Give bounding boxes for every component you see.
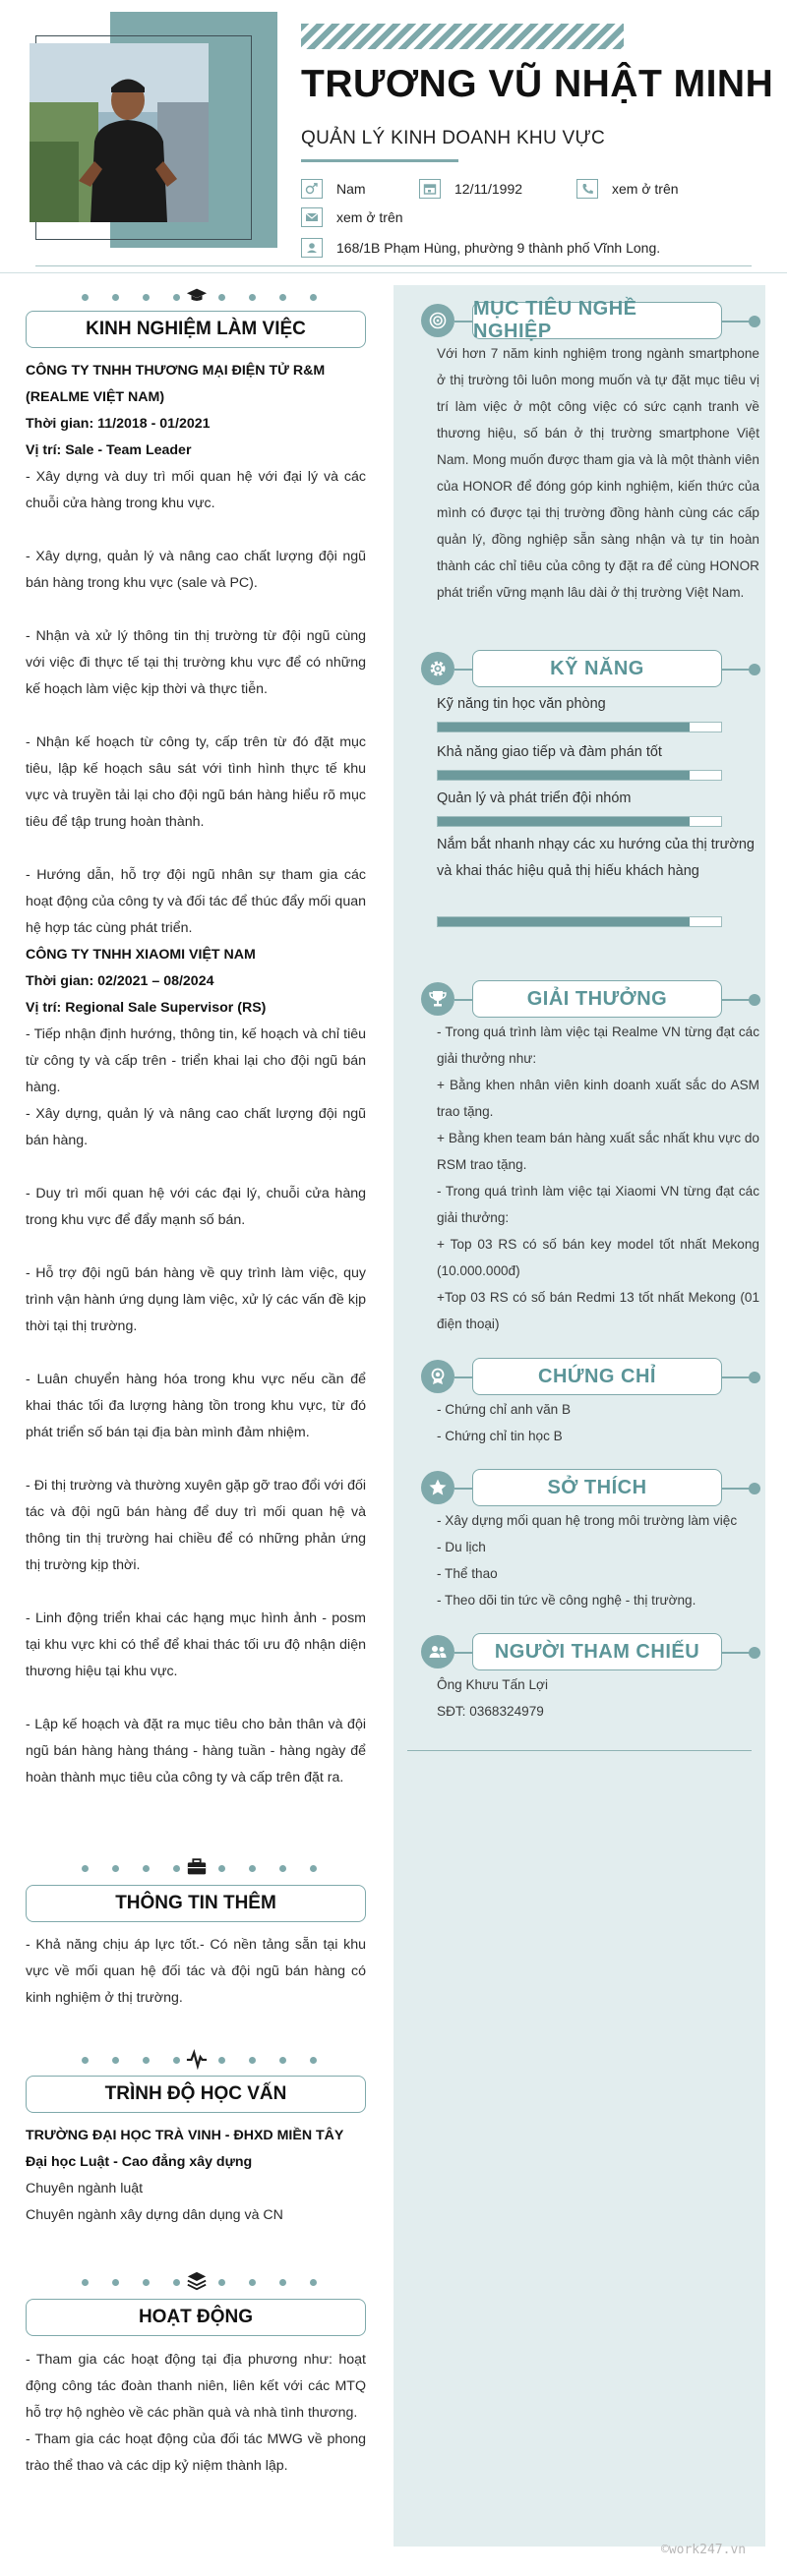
award-item: - Trong quá trình làm việc tại Xiaomi VN từng đạt các giải thưởng:	[437, 1184, 759, 1225]
job1-duty: - Xây dựng và duy trì mối quan hệ với đại lý và các chuỗi cửa hàng trong khu vực.	[26, 469, 366, 511]
job1-company-line1: CÔNG TY TNHH THƯƠNG MẠI ĐIỆN TỬ R&M	[26, 363, 326, 379]
awards-title: GIẢI THƯỞNG	[472, 980, 722, 1018]
education-school: TRƯỜNG ĐẠI HỌC TRÀ VINH - ĐHXD MIỀN TÂY	[26, 2128, 344, 2143]
extra-info-deco	[26, 1856, 366, 1880]
job2-duty: - Lập kế hoạch và đặt ra mục tiêu cho bản thân và đội ngũ bán hàng hàng tháng - hàng tuần - hàng ngày để hoàn thành mục tiêu của công ty và cấp trên đặt ra.	[26, 1717, 366, 1786]
extra-info-content	[26, 1932, 366, 2012]
experience-title: KINH NGHIỆM LÀM VIỆC	[26, 311, 366, 348]
education-major: Chuyên ngành luật	[26, 2181, 144, 2196]
award-item: - Trong quá trình làm việc tại Realme VN từng đạt các giải thưởng như:	[437, 1025, 759, 1066]
layers-icon	[186, 2270, 208, 2292]
activity-item: - Tham gia các hoạt động tại địa phương như: hoạt động công tác đoàn thanh niên, liên kết với các MTQ hỗ trợ hộ nghèo về các phần quà và nhà tình thương.	[26, 2352, 366, 2421]
gender-icon	[301, 179, 323, 199]
awards-header	[421, 980, 763, 1020]
activities-content	[26, 2347, 366, 2480]
job2-position: Vị trí: Regional Sale Supervisor (RS)	[26, 1000, 267, 1016]
job1-position: Vị trí: Sale - Team Leader	[26, 442, 192, 458]
job2-duty: - Linh động triển khai các hạng mục hình ảnh - posm tại khu vực khi có thể để khai thác tối ưu độ nhận diện thương hiệu tại khu vực.	[26, 1610, 366, 1679]
certificates-content	[437, 1396, 759, 1449]
job1-duty: - Hướng dẫn, hỗ trợ đội ngũ nhân sự tham gia các hoạt động của công ty và đối tác để thúc đẩy mối quan hệ hợp tác cùng phát triển.	[26, 867, 366, 936]
reference-phone: SĐT: 0368324979	[437, 1704, 544, 1719]
activities-deco	[26, 2270, 366, 2294]
certificate-item: - Chứng chỉ tin học B	[437, 1429, 563, 1443]
skills-title: KỸ NĂNG	[472, 650, 722, 687]
calendar-icon	[419, 179, 441, 199]
education-major: Chuyên ngành xây dựng dân dụng và CN	[26, 2207, 283, 2223]
candidate-role: QUẢN LÝ KINH DOANH KHU VỰC	[301, 128, 606, 148]
candidate-name: TRƯƠNG VŨ NHẬT MINH	[301, 63, 774, 105]
header-divider-2	[0, 272, 787, 273]
birthday-value: 12/11/1992	[454, 181, 523, 197]
job2-duty: - Đi thị trường và thường xuyên gặp gỡ trao đổi với đối tác và đội ngũ bán hàng để duy trì mối quan hệ và thông tin thị trường hai chiều để có những phản ứng thị trường kịp thời.	[26, 1478, 366, 1573]
location-icon	[301, 238, 323, 258]
hobby-item: - Xây dựng mối quan hệ trong môi trường làm việc	[437, 1513, 738, 1528]
job2-duty: - Luân chuyển hàng hóa trong khu vực nếu cần để khai thác tối đa lượng hàng tồn trong khu vực, từ đó phát triển số bán tại địa bàn mình đảm nhiệm.	[26, 1372, 366, 1440]
award-item: + Bằng khen nhân viên kinh doanh xuất sắc do ASM trao tặng.	[437, 1078, 759, 1119]
certificates-header	[421, 1358, 763, 1397]
hobbies-content	[437, 1507, 759, 1613]
award-item: + Bằng khen team bán hàng xuất sắc nhất khu vực do RSM trao tặng.	[437, 1131, 759, 1172]
skill-label: Nắm bắt nhanh nhạy các xu hướng của thị trường và khai thác hiệu quả thị hiếu khách hàng	[437, 837, 755, 879]
objective-content	[437, 340, 759, 606]
activity-item: - Tham gia các hoạt động của đối tác MWG về phong trào thể thao và các dịp kỷ niệm thành lập.	[26, 2431, 366, 2474]
gender-value: Nam	[336, 181, 366, 197]
skill-bar	[437, 816, 722, 827]
experience-content	[26, 358, 366, 1791]
email-row	[301, 207, 403, 227]
star-icon	[421, 1471, 454, 1504]
job2-duty: - Xây dựng, quản lý và nâng cao chất lượng đội ngũ bán hàng.	[26, 1106, 366, 1148]
job2-duty: - Duy trì mối quan hệ với các đại lý, chuỗi cửa hàng trong khu vực để đẩy mạnh số bán.	[26, 1186, 366, 1228]
education-degree: Đại học Luật - Cao đẳng xây dựng	[26, 2154, 253, 2170]
hobby-item: - Thể thao	[437, 1566, 498, 1581]
skill-bar	[437, 916, 722, 927]
address-value: 168/1B Phạm Hùng, phường 9 thành phố Vĩnh Long.	[336, 240, 661, 256]
objective-title: MỤC TIÊU NGHỀ NGHIỆP	[472, 302, 722, 339]
job1-period: Thời gian: 11/2018 - 01/2021	[26, 416, 211, 432]
job2-duty: - Hỗ trợ đội ngũ bán hàng về quy trình làm việc, quy trình vận hành ứng dụng làm việc, xử lý các vấn đề kịp thời tại thị trường.	[26, 1265, 366, 1334]
pulse-icon	[186, 2048, 208, 2070]
target-icon	[421, 304, 454, 337]
phone-value: xem ở trên	[612, 181, 679, 197]
skill-bar	[437, 722, 722, 732]
header-divider	[35, 265, 752, 266]
email-value: xem ở trên	[336, 209, 403, 225]
job2-period: Thời gian: 02/2021 – 08/2024	[26, 973, 214, 989]
certificate-item: - Chứng chỉ anh văn B	[437, 1402, 572, 1417]
gender-row	[301, 179, 366, 199]
references-content	[437, 1671, 759, 1725]
references-header	[421, 1633, 763, 1672]
hobbies-title: SỞ THÍCH	[472, 1469, 722, 1506]
reference-name: Ông Khưu Tấn Lợi	[437, 1677, 548, 1692]
graduation-cap-icon	[186, 285, 208, 307]
award-item: +Top 03 RS có số bán Redmi 13 tốt nhất Mekong (01 điện thoại)	[437, 1290, 759, 1331]
references-divider	[407, 1750, 752, 1751]
header-stripes	[301, 24, 624, 49]
activities-title: HOẠT ĐỘNG	[26, 2299, 366, 2336]
skill-label: Quản lý và phát triển đội nhóm	[437, 790, 632, 806]
watermark: ©work247.vn	[661, 2543, 747, 2557]
extra-info-text: - Khả năng chịu áp lực tốt.- Có nền tảng sẵn tại khu vực về mối quan hệ đối tác và đội ngũ bán hàng có kinh nghiệm ở thị trường.	[26, 1937, 366, 2006]
birthday-row	[419, 179, 522, 199]
education-deco	[26, 2048, 366, 2072]
objective-text: Với hơn 7 năm kinh nghiệm trong ngành smartphone ở thị trường tôi luôn mong muốn và tự đặt mục tiêu vị trí làm việc ở một công việc có sức cạnh tranh về thương hiệu, số bán ở thị trường smartphone Việt Nam. Mong muốn được tham gia và là một thành viên của HONOR để đóng góp kinh nghiệm, kiến thức của mình có được tại thị trường đồng hành cùng các cấp quản lý, đồng nghiệp sẵn sàng nhận và tự tin hoàn thành các chỉ tiêu của công ty đặt ra để cùng HONOR phát triển vững mạnh lâu dài ở thị trường Việt Nam.	[437, 346, 759, 600]
skill-bar	[437, 770, 722, 781]
job2-duty: - Tiếp nhận định hướng, thông tin, kế hoạch và chỉ tiêu từ công ty và cấp trên - triển khai lại cho đội ngũ bán hàng.	[26, 1026, 366, 1095]
skill-label: Khả năng giao tiếp và đàm phán tốt	[437, 744, 662, 760]
skills-header	[421, 650, 763, 689]
award-item: + Top 03 RS có số bán key model tốt nhất Mekong (10.000.000đ)	[437, 1237, 759, 1278]
role-underline	[301, 159, 458, 162]
skill-label: Kỹ năng tin học văn phòng	[437, 696, 606, 712]
hobby-item: - Du lịch	[437, 1540, 486, 1554]
certificate-icon	[421, 1360, 454, 1393]
hobbies-header	[421, 1469, 763, 1508]
hobby-item: - Theo dõi tin tức về công nghệ - thị trường.	[437, 1593, 696, 1608]
job1-duty: - Xây dựng, quản lý và nâng cao chất lượng đội ngũ bán hàng trong khu vực (sale và PC).	[26, 549, 366, 591]
certificates-title: CHỨNG CHỈ	[472, 1358, 722, 1395]
objective-header	[421, 298, 763, 342]
job1-company-line2: (REALME VIỆT NAM)	[26, 389, 165, 405]
phone-row	[576, 179, 679, 199]
profile-photo	[30, 43, 209, 222]
email-icon	[301, 207, 323, 227]
briefcase-icon	[186, 1856, 208, 1878]
education-title: TRÌNH ĐỘ HỌC VẤN	[26, 2076, 366, 2113]
job2-company: CÔNG TY TNHH XIAOMI VIỆT NAM	[26, 947, 256, 963]
extra-info-title: THÔNG TIN THÊM	[26, 1885, 366, 1922]
education-content	[26, 2123, 366, 2229]
address-row	[301, 238, 660, 258]
gear-icon	[421, 652, 454, 685]
awards-content	[437, 1019, 759, 1337]
references-title: NGƯỜI THAM CHIẾU	[472, 1633, 722, 1670]
trophy-icon	[421, 982, 454, 1016]
phone-icon	[576, 179, 598, 199]
people-icon	[421, 1635, 454, 1669]
job1-duty: - Nhận và xử lý thông tin thị trường từ đội ngũ cùng với việc đi thực tế tại thị trường khu vực để có những kế hoạch làm việc kịp thời và thực tiễn.	[26, 628, 366, 697]
experience-deco	[26, 285, 366, 309]
job1-duty: - Nhận kế hoạch từ công ty, cấp trên từ đó đặt mục tiêu, lập kế hoạch sâu sát với tình hình thực tế khu vực và truyền tải lại cho đội ngũ bán hàng hiểu rõ mục tiêu để tập trung hoàn thành.	[26, 734, 366, 830]
